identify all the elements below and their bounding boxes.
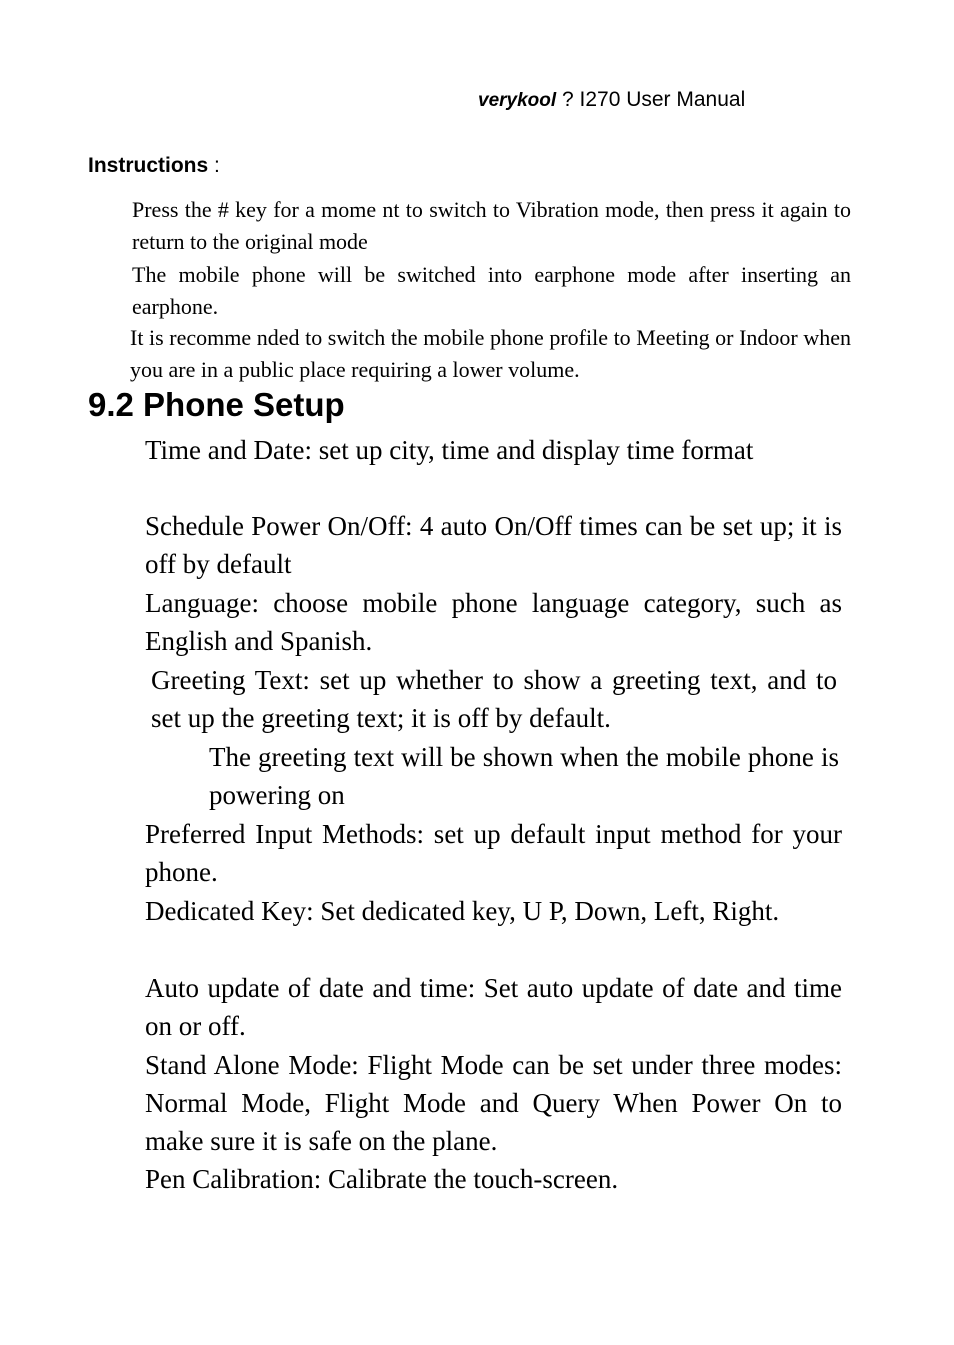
instructions-label: Instructions <box>88 154 209 177</box>
setup-item-stand-alone: Stand Alone Mode: Flight Mode can be set under three modes: Normal Mode, Flight Mode and Query When Power On to make sure it is safe on the plane. <box>145 1050 842 1156</box>
instruction-earphone: The mobile phone will be switched into earphone mode after inserting an earphone. <box>132 262 851 319</box>
setup-item-greeting-text: Greeting Text: set up whether to show a greeting text, and to set up the greeting text; it is off by default. <box>151 665 837 733</box>
instruction-meeting: It is recomme nded to switch the mobile phone profile to Meeting or Indoor when you are in a public place requiring a lower volume. <box>130 325 851 382</box>
manual-title: ? I270 User Manual <box>556 88 746 111</box>
setup-item-schedule-power: Schedule Power On/Off: 4 auto On/Off times can be set up; it is off by default <box>145 511 842 579</box>
setup-item-dedicated-key: Dedicated Key: Set dedicated key, U P, Down, Left, Right. <box>145 896 780 926</box>
instructions-heading <box>88 154 220 178</box>
setup-item-auto-update: Auto update of date and time: Set auto update of date and time on or off. <box>145 973 842 1041</box>
setup-item-language: Language: choose mobile phone language category, such as English and Spanish. <box>145 588 842 656</box>
section-title: 9.2 Phone Setup <box>88 386 345 423</box>
setup-item-pen-calibration: Pen Calibration: Calibrate the touch-screen. <box>145 1164 619 1194</box>
brand-name: verykool <box>478 90 557 111</box>
instructions-colon: : <box>208 154 220 177</box>
setup-item-input-methods: Preferred Input Methods: set up default input method for your phone. <box>145 819 842 887</box>
page-header <box>478 88 745 112</box>
setup-item-time-date: Time and Date: set up city, time and display time format <box>145 435 754 465</box>
setup-item-greeting-note: The greeting text will be shown when the mobile phone is powering on <box>209 742 839 810</box>
instruction-vibration: Press the # key for a mome nt to switch to Vibration mode, then press it again to return to the original mode <box>132 197 851 254</box>
